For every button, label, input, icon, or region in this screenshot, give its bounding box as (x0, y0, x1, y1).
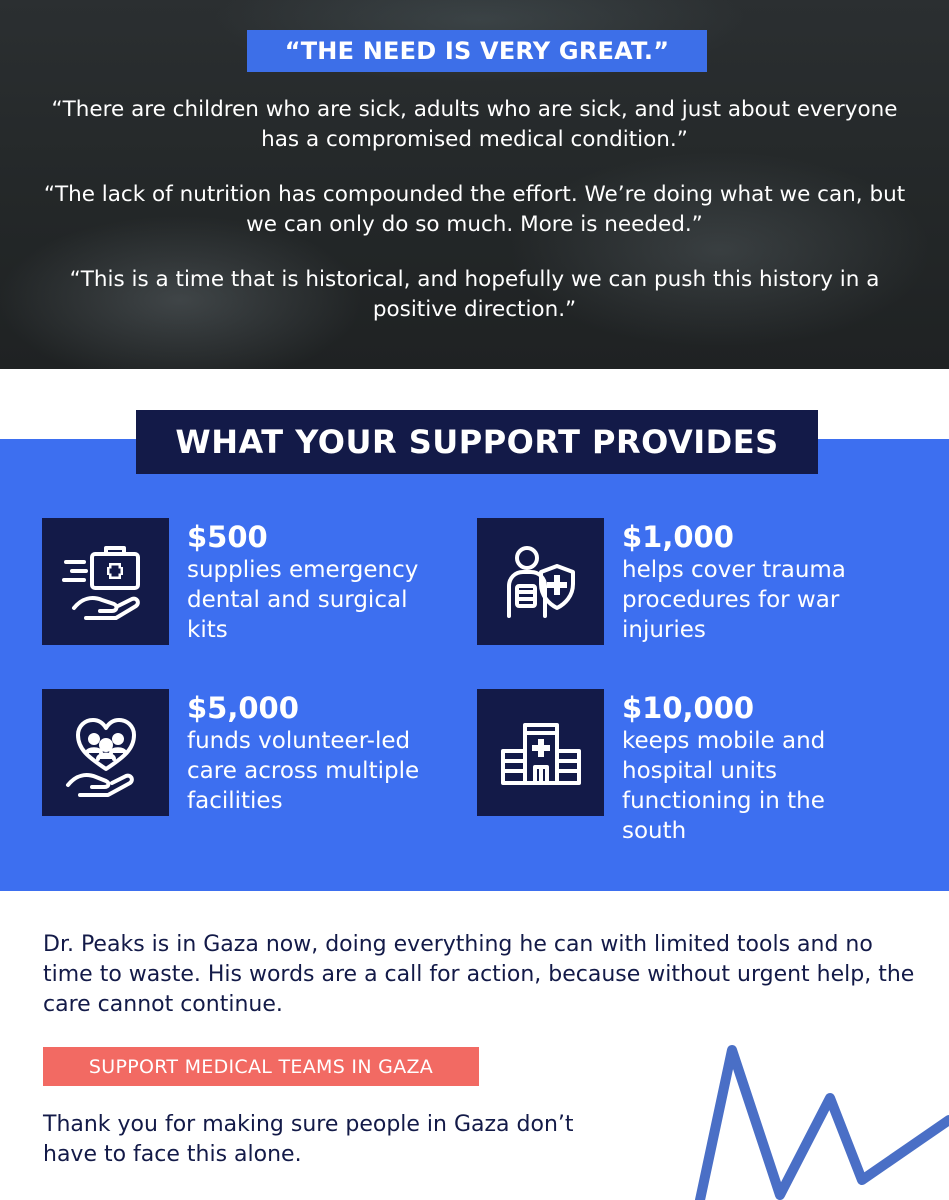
support-medical-teams-button[interactable]: SUPPORT MEDICAL TEAMS IN GAZA (43, 1047, 479, 1086)
hero-section (0, 0, 949, 369)
amount-1000: $1,000 (622, 520, 734, 554)
description-5000: funds volunteer-led care across multiple facilities (187, 728, 420, 814)
description-500: supplies emergency dental and surgical kits (187, 557, 419, 643)
description-1000: helps cover trauma procedures for war injuries (622, 557, 846, 643)
amount-5000: $5,000 (187, 691, 299, 725)
heartbeat-line-icon (640, 1010, 949, 1200)
thank-you-text: Thank you for making sure people in Gaza don’t have to face this alone. (43, 1112, 574, 1167)
amount-500: $500 (187, 520, 268, 554)
description-10000: keeps mobile and hospital units functioning in the south (622, 728, 826, 844)
injured-person-shield-icon (477, 518, 604, 645)
closing-paragraph: Dr. Peaks is in Gaza now, doing everything he can with limited tools and no time to waste. His words are a call for action, because without urgent help, the care cannot continue. (43, 932, 915, 1017)
hero-title: “THE NEED IS VERY GREAT.” (247, 30, 707, 72)
quote-1: “There are children who are sick, adults who are sick, and just about everyone has a compromised medical condition.” (51, 97, 898, 152)
amount-10000: $10,000 (622, 691, 755, 725)
heart-people-hand-icon (42, 689, 169, 816)
support-heading: WHAT YOUR SUPPORT PROVIDES (136, 410, 818, 474)
hospital-building-icon (477, 689, 604, 816)
medical-kit-hand-icon (42, 518, 169, 645)
quote-3: “This is a time that is historical, and hopefully we can push this history in a positive direction.” (69, 267, 880, 322)
quote-2: “The lack of nutrition has compounded the effort. We’re doing what we can, but we can only do so much. More is needed.” (43, 182, 906, 237)
